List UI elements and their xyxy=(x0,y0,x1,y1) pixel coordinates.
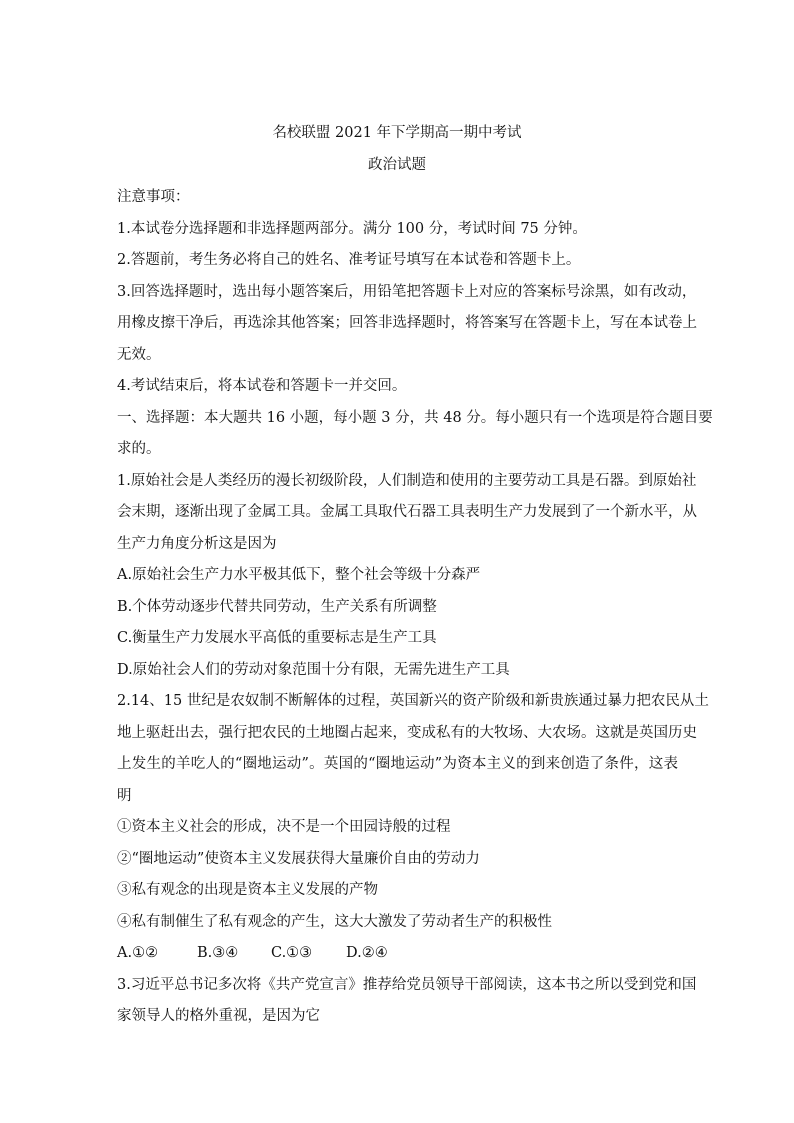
question-2-option-c: C.①③ xyxy=(271,945,313,961)
question-1-option-b: B.个体劳动逐步代替共同劳动，生产关系有所调整 xyxy=(117,599,437,615)
question-1-stem-line-1: 1.原始社会是人类经历的漫长初级阶段，人们制造和使用的主要劳动工具是石器。到原始社 xyxy=(117,473,697,489)
question-2-stem-line-1: 2.14、15 世纪是农奴制不断解体的过程，英国新兴的资产阶级和新贵族通过暴力把农民从土 xyxy=(117,693,709,709)
notice-item-3-line-1: 3.回答选择题时，选出每小题答案后，用铅笔把答题卡上对应的答案标号涂黑，如有改动， xyxy=(117,284,697,300)
question-1-stem-line-3: 生产力角度分析这是因为 xyxy=(117,536,277,552)
question-3-stem-line-1: 3.习近平总书记多次将《共产党宣言》推荐给党员领导干部阅读，这本书之所以受到党和国 xyxy=(117,977,697,993)
question-2-item-1: ①资本主义社会的形成，决不是一个田园诗般的过程 xyxy=(117,819,451,835)
question-2-stem-line-2: 地上驱赶出去，强行把农民的土地圈占起来，变成私有的大牧场、大农场。这就是英国历史 xyxy=(117,725,697,741)
question-1-stem-line-2: 会末期，逐渐出现了金属工具。金属工具取代石器工具表明生产力发展到了一个新水平，从 xyxy=(117,504,697,520)
question-2-stem-line-3: 上发生的羊吃人的“圈地运动”。英国的“圈地运动”为资本主义的到来创造了条件，这表 xyxy=(117,756,678,772)
question-2-item-3: ③私有观念的出现是资本主义发展的产物 xyxy=(117,882,378,898)
question-2-option-d: D.②④ xyxy=(346,945,388,961)
question-3-stem-line-2: 家领导人的格外重视，是因为它 xyxy=(117,1008,320,1024)
notice-item-3-line-3: 无效。 xyxy=(117,347,161,363)
notice-item-1: 1.本试卷分选择题和非选择题两部分。满分 100 分，考试时间 75 分钟。 xyxy=(117,221,587,237)
question-1-option-c: C.衡量生产力发展水平高低的重要标志是生产工具 xyxy=(117,630,437,646)
question-2-option-b: B.③④ xyxy=(197,945,239,961)
exam-title: 名校联盟 2021 年下学期高一期中考试 xyxy=(272,125,522,141)
notice-item-2: 2.答题前，考生务必将自己的姓名、准考证号填写在本试卷和答题卡上。 xyxy=(117,252,581,268)
question-1-option-a: A.原始社会生产力水平极其低下，整个社会等级十分森严 xyxy=(117,567,481,583)
section-heading-line-2: 求的。 xyxy=(117,441,161,457)
section-heading-line-1: 一、选择题：本大题共 16 小题，每小题 3 分，共 48 分。每小题只有一个选项是符合题目要 xyxy=(117,410,713,426)
exam-subject: 政治试题 xyxy=(368,157,426,173)
notice-item-4: 4.考试结束后，将本试卷和答题卡一并交回。 xyxy=(117,378,407,394)
question-2-item-2: ②“圈地运动”使资本主义发展获得大量廉价自由的劳动力 xyxy=(117,851,480,867)
question-2-item-4: ④私有制催生了私有观念的产生，这大大激发了劳动者生产的积极性 xyxy=(117,914,552,930)
notice-item-3-line-2: 用橡皮擦干净后，再选涂其他答案；回答非选择题时，将答案写在答题卡上，写在本试卷上 xyxy=(117,315,697,331)
notice-heading: 注意事项： xyxy=(117,189,190,205)
question-2-option-a: A.①② xyxy=(117,945,159,961)
question-1-option-d: D.原始社会人们的劳动对象范围十分有限，无需先进生产工具 xyxy=(117,662,510,678)
question-2-stem-line-4: 明 xyxy=(117,788,132,804)
question-2-options xyxy=(117,943,388,963)
